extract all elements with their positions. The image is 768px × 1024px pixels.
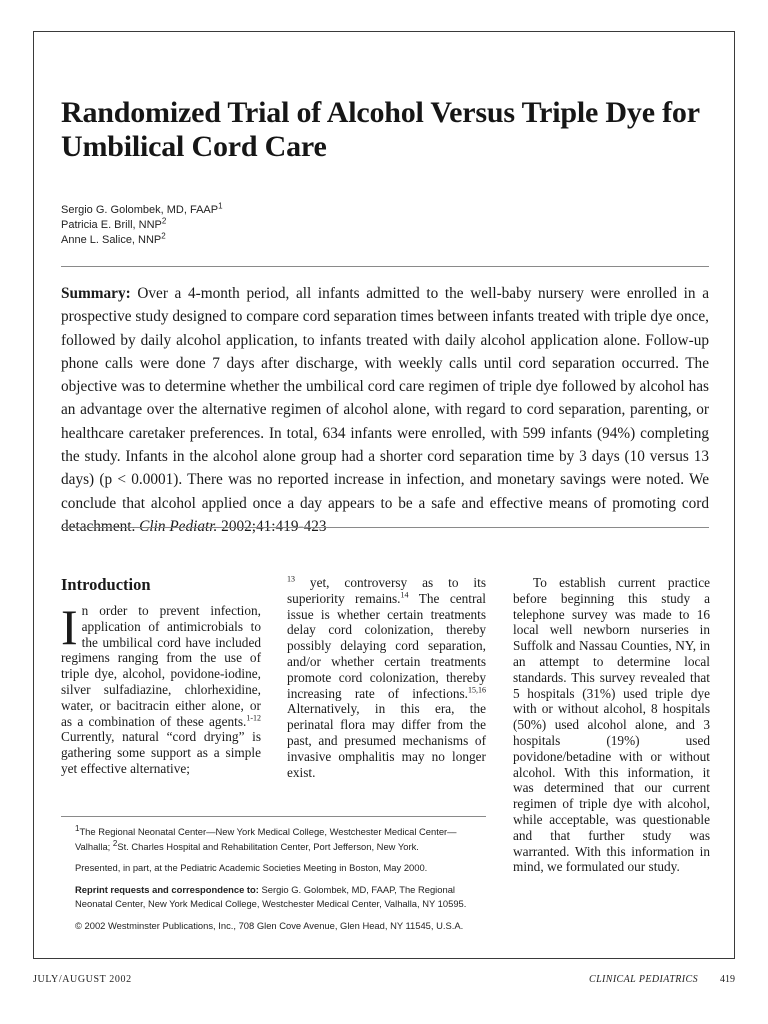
- author: [61, 203, 461, 218]
- body-paragraph: To establish current practice before beginning this study a telephone survey was made to 16 local well newborn nurseries in Suffolk and Nassau Counties, NY, in an attempt to determine local standards. This survey revealed that 5 hospitals (31%) used triple dye with or without alcohol, 8 hospitals (50%) used alcohol alone, and 3 hospitals (19%) used povidone/betadine with or without alcohol. With this information, it was determined that our current regimen of triple dye with alcohol, while acceptable, was questionable and that further study was warranted. With this information in mind, we formulated our study.: [513, 575, 710, 875]
- body-column-3: [513, 575, 710, 875]
- article-title: Randomized Trial of Alcohol Versus Triple Dye for Umbilical Cord Care: [61, 96, 700, 163]
- body-paragraph: [61, 599, 261, 777]
- affiliation-mark: 2: [161, 231, 166, 241]
- affiliation-mark: 2: [161, 216, 167, 226]
- affiliation-footnote: [61, 825, 486, 854]
- drop-cap: I: [61, 599, 78, 655]
- affiliation-text: The Regional Neonatal Center—New York Medical College, Westchester Medical Center—Valhalla;: [75, 826, 457, 852]
- journal-name: CLINICAL PEDIATRICS: [589, 974, 698, 985]
- author-list: [61, 203, 461, 248]
- body-paragraph: [287, 575, 486, 780]
- citation-marker: 14: [400, 590, 409, 600]
- abstract-label: Summary:: [61, 285, 131, 302]
- body-text: n order to prevent infection, application of antimicrobials to the umbilical cord have included regimens ranging from the use of triple dye, alcohol, povidone-iodine, silver sulfadiazine, chlorhexidine, water, or bacitracin either alone, or as a combination of these agents.: [61, 603, 261, 729]
- reprint-text: Sergio G. Golombek, MD, FAAP, The Regional Neonatal Center, New York Medical College, Westchester Medical Center, Valhalla, NY 10595.: [75, 883, 467, 909]
- author-name: Anne L. Salice, NNP: [61, 234, 162, 246]
- affiliation-mark: 1: [218, 201, 223, 211]
- author: [61, 233, 461, 248]
- body-column-2: [287, 575, 486, 780]
- reprint-note: [61, 883, 486, 912]
- issue-date: JULY/AUGUST 2002: [33, 974, 132, 985]
- body-text: yet, controversy as to its superiority remains.: [287, 575, 486, 606]
- abstract: [61, 282, 709, 538]
- body-text: Currently, natural “cord drying” is gathering some support as a simple yet effective alternative;: [61, 729, 261, 776]
- body-column-1: [61, 575, 261, 777]
- page-number: 419: [720, 974, 735, 985]
- body-text: Alternatively, in this era, the perinatal flora may differ from the past, and presumed mechanisms of invasive omphalitis may no longer exist.: [287, 701, 486, 780]
- affiliation-mark: 1: [75, 823, 80, 833]
- divider: [61, 266, 709, 267]
- citation-reference: 2002;41:419-423: [221, 517, 327, 535]
- abstract-text: Over a 4-month period, all infants admitted to the well-baby nursery were enrolled in a prospective study designed to compare cord separation times between infants treated with triple dye once, followed by daily alcohol application, to infants treated with daily alcohol application alone. Follow-up phone calls were done 7 days after discharge, with weekly calls until cord separation occurred. The objective was to determine whether the umbilical cord care regimen of triple dye followed by alcohol has an advantage over the alternative regimen of alcohol alone, with regard to cord separation, parenting, or healthcare caretaker preferences. In total, 634 infants were enrolled, with 599 infants (94%) completing the study. Infants in the alcohol alone group had a shorter cord separation time by 3 days (10 versus 13 days) (p < 0.0001). There was no reported increase in infection, and monetary savings were noted. We conclude that alcohol applied once a day appears to be a safe and effective means of promoting cord detachment.: [61, 285, 709, 535]
- running-footer: [589, 974, 735, 985]
- presentation-note: Presented, in part, at the Pediatric Academic Societies Meeting in Boston, May 2000.: [75, 862, 428, 873]
- body-text: The central issue is whether certain treatments delay cord colonization, thereby possibly delaying cord separation, and/or whether certain treatments promote cord colonization, thereby increasing rate of infections.: [287, 590, 486, 701]
- citation-marker: 13: [287, 574, 295, 584]
- citation-marker: 1-12: [246, 713, 261, 723]
- citation-marker: 15,16: [468, 685, 486, 695]
- copyright-note: © 2002 Westminster Publications, Inc., 708 Glen Cove Avenue, Glen Head, NY 11545, U.S.A.: [75, 919, 464, 931]
- footnotes: [61, 816, 486, 940]
- divider: [61, 527, 709, 528]
- author: [61, 218, 461, 233]
- author-name: Sergio G. Golombek, MD, FAAP: [61, 204, 219, 216]
- affiliation-text: St. Charles Hospital and Rehabilitation Center, Port Jefferson, New York.: [117, 840, 419, 852]
- reprint-label: Reprint requests and correspondence to:: [75, 883, 259, 895]
- author-name: Patricia E. Brill, NNP: [61, 219, 162, 231]
- affiliation-mark: 2: [112, 838, 118, 848]
- section-heading: Introduction: [61, 575, 151, 594]
- citation-journal: Clin Pediatr.: [139, 517, 218, 535]
